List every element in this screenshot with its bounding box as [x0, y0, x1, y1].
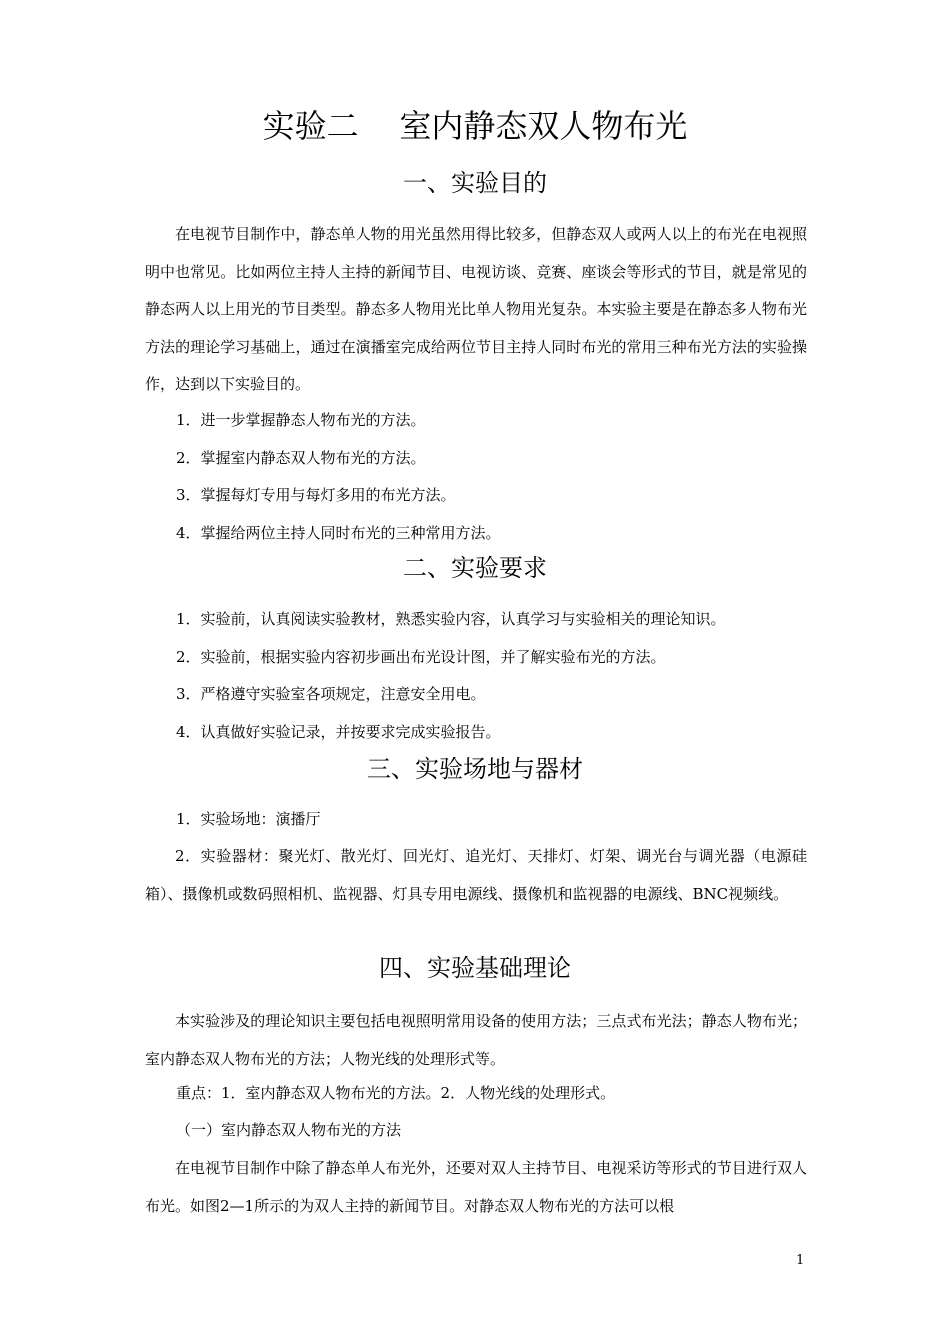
equipment-item: 2．实验器材：聚光灯、散光灯、回光灯、追光灯、天排灯、灯架、调光台与调光器（电源硅箱）、摄像机或数码照相机、监视器、灯具专用电源线、摄像机和监视器的电源线、BNC视频线。: [145, 847, 807, 903]
requirement-item-3: 3．严格遵守实验室各项规定，注意安全用电。: [176, 685, 486, 703]
section-heading-venue-equipment: 三、实验场地与器材: [367, 755, 583, 783]
purpose-item-1: 1．进一步掌握静态人物布光的方法。: [176, 411, 426, 429]
section-heading-requirements: 二、实验要求: [403, 554, 547, 582]
requirement-item-2: 2．实验前，根据实验内容初步画出布光设计图，并了解实验布光的方法。: [176, 648, 666, 666]
requirement-item-1: 1．实验前，认真阅读实验教材，熟悉实验内容，认真学习与实验相关的理论知识。: [176, 610, 726, 628]
theory-body-paragraph: 在电视节目制作中除了静态单人布光外，还要对双人主持节目、电视采访等形式的节目进行双人布光。如图2—1所示的为双人主持的新闻节目。对静态双人物布光的方法可以根: [145, 1159, 807, 1215]
section-heading-purpose: 一、实验目的: [403, 169, 547, 197]
purpose-intro-paragraph: 在电视节目制作中，静态单人物的用光虽然用得比较多，但静态双人或两人以上的布光在电视照明中也常见。比如两位主持人主持的新闻节目、电视访谈、竞赛、座谈会等形式的节目，就是常见的静态两人以上用光的节目类型。静态多人物用光比单人物用光复杂。本实验主要是在静态多人物布光方法的理论学习基础上，通过在演播室完成给两位节目主持人同时布光的常用三种布光方法的实验操作，达到以下实验目的。: [145, 225, 807, 393]
purpose-item-2: 2．掌握室内静态双人物布光的方法。: [176, 449, 426, 467]
document-title: 实验二 室内静态双人物布光: [262, 107, 688, 145]
section-heading-theory: 四、实验基础理论: [379, 954, 571, 982]
theory-intro-paragraph: 本实验涉及的理论知识主要包括电视照明常用设备的使用方法；三点式布光法；静态人物布光；室内静态双人物布光的方法；人物光线的处理形式等。: [145, 1012, 807, 1068]
page-number: 1: [796, 1253, 805, 1268]
key-points: 重点：1．室内静态双人物布光的方法。2．人物光线的处理形式。: [176, 1084, 616, 1102]
subsection-heading: （一）室内静态双人物布光的方法: [176, 1121, 402, 1139]
requirement-item-4: 4．认真做好实验记录，并按要求完成实验报告。: [176, 723, 501, 741]
purpose-item-4: 4．掌握给两位主持人同时布光的三种常用方法。: [176, 524, 501, 542]
purpose-item-3: 3．掌握每灯专用与每灯多用的布光方法。: [176, 486, 456, 504]
venue-item: 1．实验场地：演播厅: [176, 810, 321, 828]
